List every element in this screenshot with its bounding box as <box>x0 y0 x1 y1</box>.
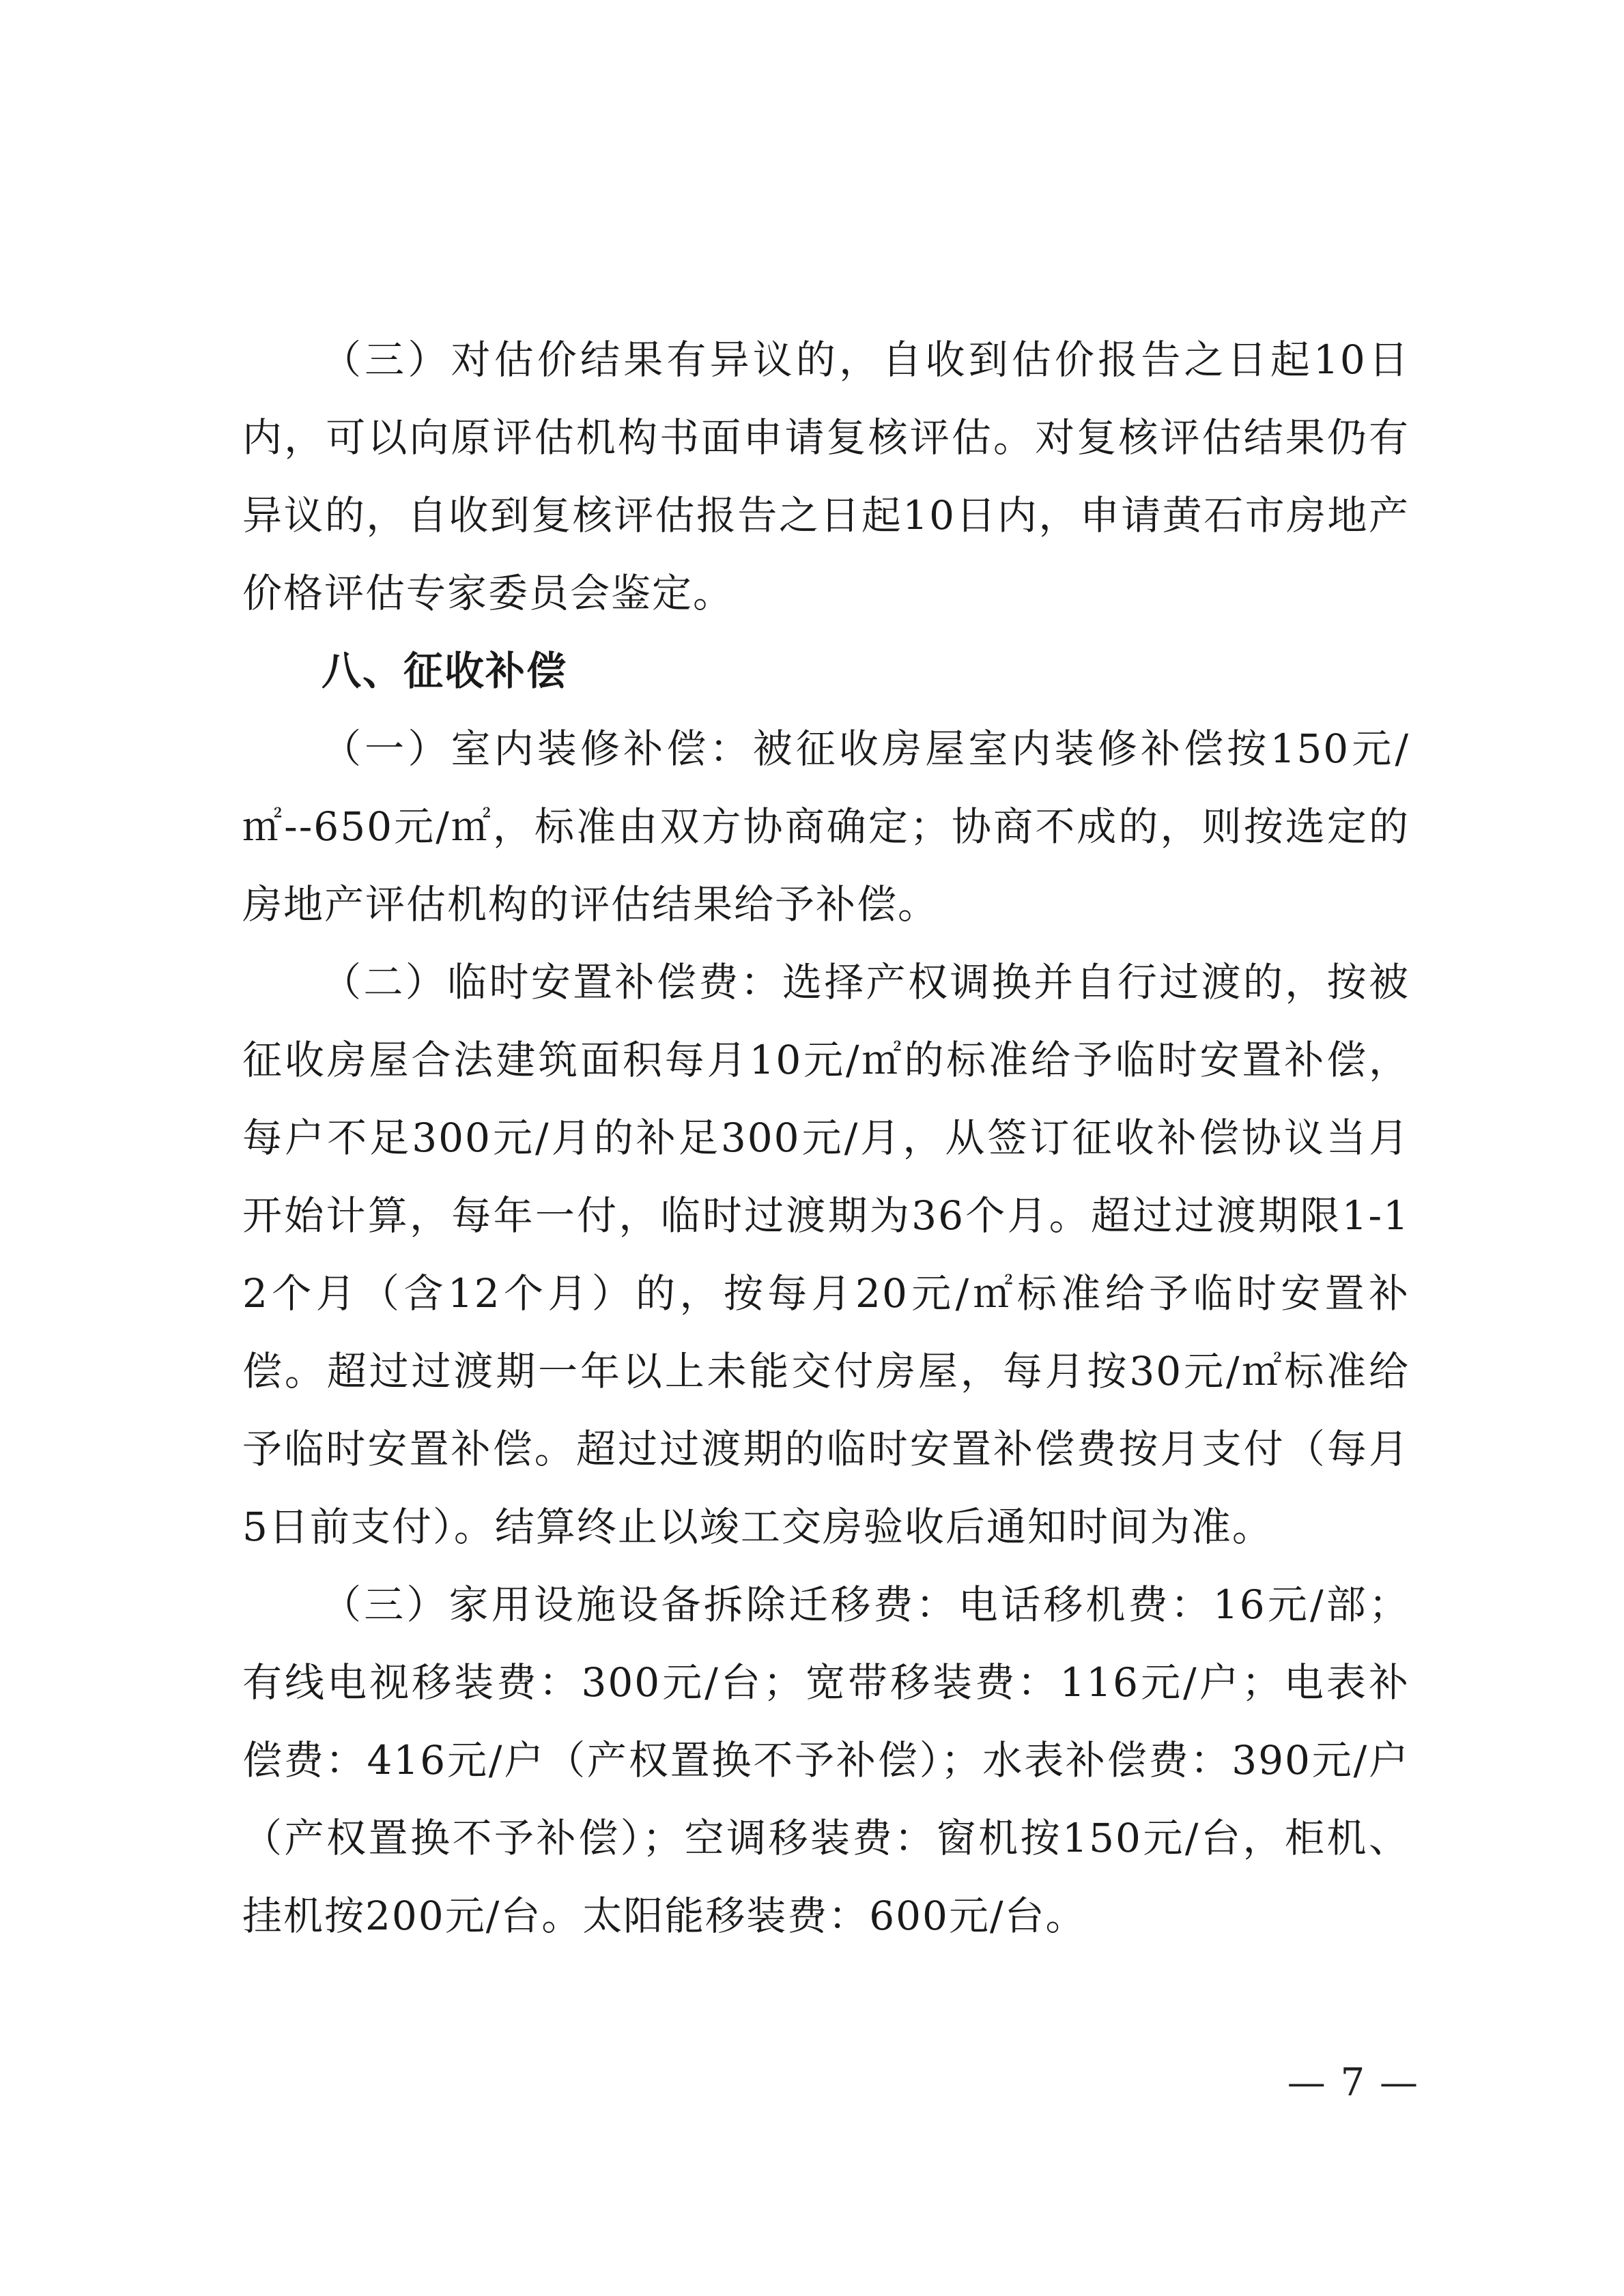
page-number: — 7 — <box>1287 2061 1419 2105</box>
paragraph-appraisal-objection: （三）对估价结果有异议的，自收到估价报告之日起10日内，可以向原评估机构书面申请复核评估。对复核评估结果仍有异议的，自收到复核评估报告之日起10日内，申请黄石市房地产价格评估专家委员会鉴定。 <box>242 336 1410 616</box>
section-heading-compensation: 八、征收补偿 <box>322 648 568 694</box>
paragraph-facility-relocation: （三）家用设施设备拆除迁移费：电话移机费：16元/部；有线电视移装费：300元/台；宽带移装费：116元/户；电表补偿费：416元/户（产权置换不予补偿）；水表补偿费：390元/户（产权置换不予补偿）；空调移装费：窗机按150元/台，柜机、挂机按200元/台。太阳能移装费：600元/台。 <box>242 1581 1410 1939</box>
document-body <box>242 321 1410 1955</box>
paragraph-temporary-resettlement: （二）临时安置补偿费：选择产权调换并自行过渡的，按被征收房屋合法建筑面积每月10元/㎡的标准给予临时安置补偿，每户不足300元/月的补足300元/月，从签订征收补偿协议当月开始计算，每年一付，临时过渡期为36个月。超过过渡期限1-12个月（含12个月）的，按每月20元/㎡标准给予临时安置补偿。超过过渡期一年以上未能交付房屋，每月按30元/㎡标准给予临时安置补偿。超过过渡期的临时安置补偿费按月支付（每月5日前支付）。结算终止以竣工交房验收后通知时间为准。 <box>242 959 1410 1550</box>
paragraph-decoration-compensation: （一）室内装修补偿：被征收房屋室内装修补偿按150元/㎡--650元/㎡，标准由双方协商确定；协商不成的，则按选定的房地产评估机构的评估结果给予补偿。 <box>242 726 1410 928</box>
